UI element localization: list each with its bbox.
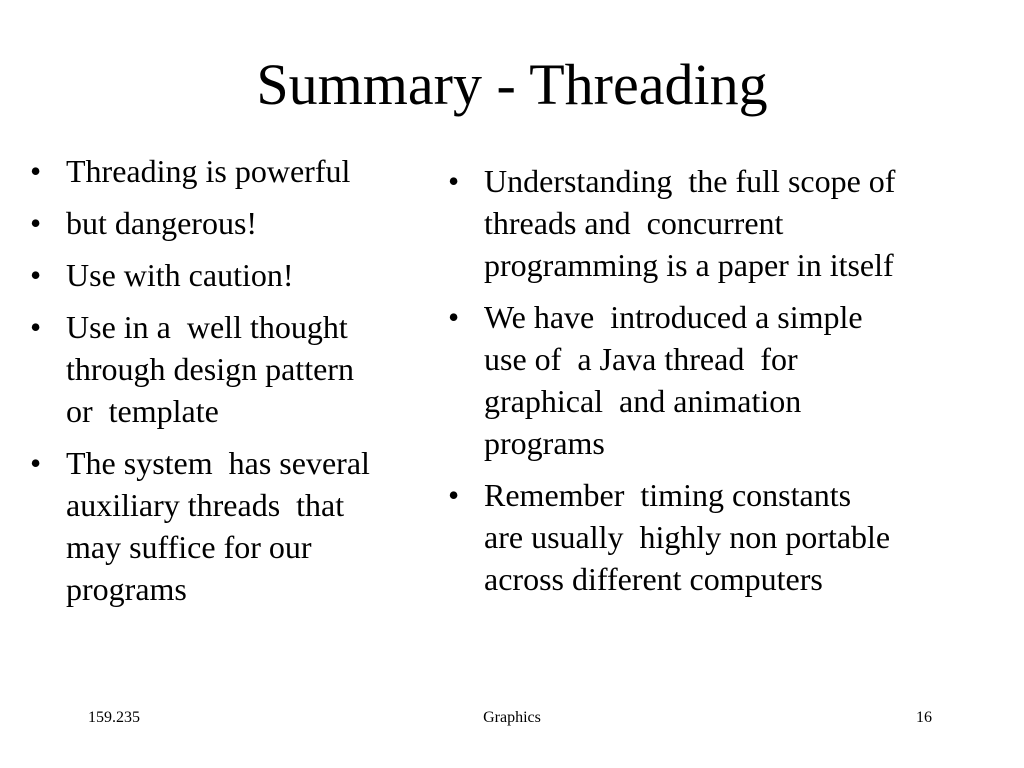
bullet-text-line: programming is a paper in itself <box>484 247 894 283</box>
bullet-text-line: or template <box>66 393 219 429</box>
slide-title: Summary - Threading <box>256 52 768 117</box>
bullet-text-line: programs <box>484 425 605 461</box>
bullet-icon: • <box>30 153 42 189</box>
bullet-text-line: through design pattern <box>66 351 354 387</box>
bullet-text-line: but dangerous! <box>66 205 258 241</box>
bullet-text-line: We have introduced a simple <box>484 299 863 335</box>
footer-page-number: 16 <box>916 709 932 726</box>
left-bullet-list <box>30 150 450 620</box>
bullet-text-line: programs <box>66 571 187 607</box>
bullet-icon: • <box>448 477 460 513</box>
footer-course-name: Graphics <box>483 709 541 726</box>
bullet-text-line: use of a Java thread for <box>484 341 798 377</box>
bullet-item <box>448 474 1008 600</box>
bullet-icon: • <box>448 299 460 335</box>
bullet-text-line: graphical and animation <box>484 383 802 419</box>
bullet-icon: • <box>448 163 460 199</box>
bullet-text-line: may suffice for our <box>66 529 312 565</box>
bullet-text-line: Use in a well thought <box>66 309 348 345</box>
footer-course-code: 159.235 <box>88 709 140 726</box>
bullet-item <box>448 296 1008 464</box>
bullet-icon: • <box>30 205 42 241</box>
bullet-item <box>30 442 450 610</box>
bullet-item <box>30 306 450 432</box>
bullet-text-line: Remember timing constants <box>484 477 852 513</box>
right-bullet-list <box>448 160 1008 610</box>
bullet-icon: • <box>30 445 42 481</box>
bullet-text-line: are usually highly non portable <box>484 519 891 555</box>
bullet-icon: • <box>30 309 42 345</box>
bullet-item <box>30 150 450 192</box>
bullet-text-line: Threading is powerful <box>66 153 351 189</box>
bullet-text-line: threads and concurrent <box>484 205 784 241</box>
bullet-item <box>30 202 450 244</box>
bullet-item <box>30 254 450 296</box>
bullet-text-line: across different computers <box>484 561 823 597</box>
bullet-icon: • <box>30 257 42 293</box>
bullet-text-line: auxiliary threads that <box>66 487 345 523</box>
bullet-text-line: Understanding the full scope of <box>484 163 896 199</box>
bullet-item <box>448 160 1008 286</box>
bullet-text-line: The system has several <box>66 445 370 481</box>
bullet-text-line: Use with caution! <box>66 257 294 293</box>
